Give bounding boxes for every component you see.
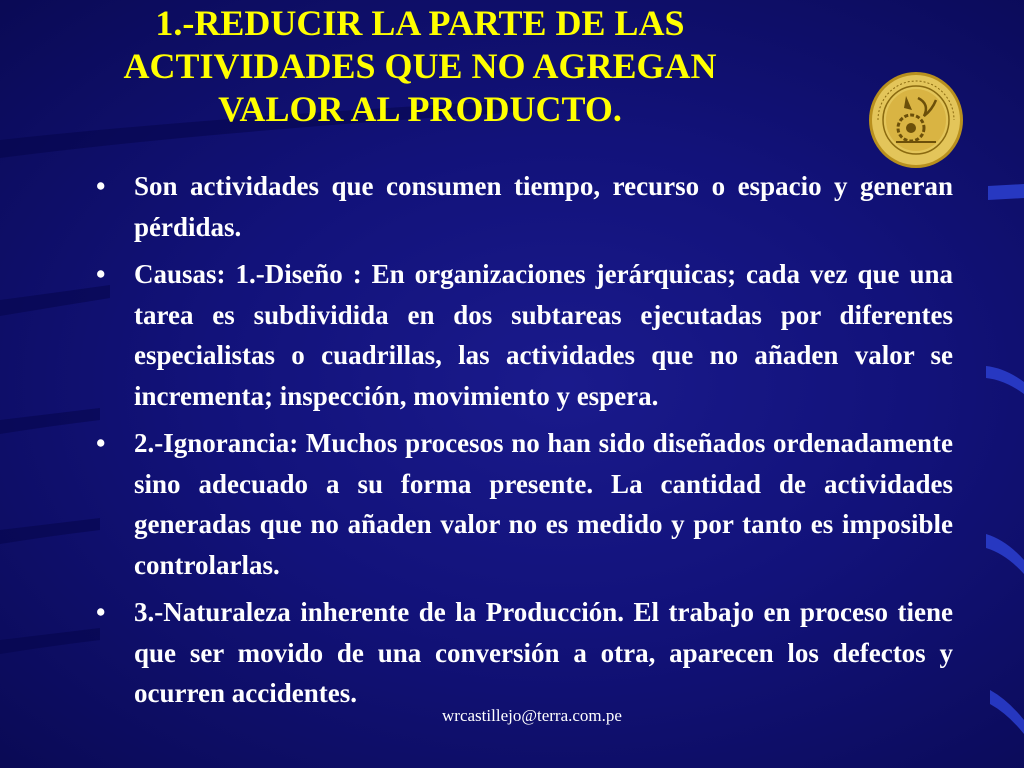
bullet-icon: •	[96, 597, 106, 627]
list-item	[96, 254, 953, 416]
bullet-text: Son actividades que consumen tiempo, recurso o espacio y generan pérdidas.	[134, 171, 953, 242]
bullet-icon: •	[96, 259, 106, 289]
title-line: VALOR AL PRODUCTO.	[218, 89, 622, 129]
bullet-text: 3.-Naturaleza inherente de la Producción. El trabajo en proceso tiene que ser movido de una conversión a otra, aparecen los defectos y ocurren accidentes.	[134, 597, 953, 708]
list-item	[96, 423, 953, 585]
bullet-text: 2.-Ignorancia: Muchos procesos no han sido diseñados ordenadamente sino adecuado a su forma presente. La cantidad de actividades generadas que no añaden valor no es medido y por tanto es imposible controlarlas.	[134, 428, 953, 580]
bullet-icon: •	[96, 428, 106, 458]
bullet-list	[96, 166, 953, 721]
list-item	[96, 592, 953, 714]
title-line: ACTIVIDADES QUE NO AGREGAN	[123, 46, 717, 86]
university-seal-icon	[866, 70, 966, 170]
title-line: 1.-REDUCIR LA PARTE DE LAS	[155, 3, 685, 43]
footer-email: wrcastillejo@terra.com.pe	[442, 706, 622, 725]
bullet-icon: •	[96, 171, 106, 201]
slide-title	[120, 2, 720, 131]
list-item	[96, 166, 953, 247]
bullet-text: Causas: 1.-Diseño : En organizaciones jerárquicas; cada vez que una tarea es subdividida en dos subtareas ejecutadas por diferentes especialistas o cuadrillas, las actividades que no añaden valor se incrementa; inspección, movimiento y espera.	[134, 259, 953, 411]
